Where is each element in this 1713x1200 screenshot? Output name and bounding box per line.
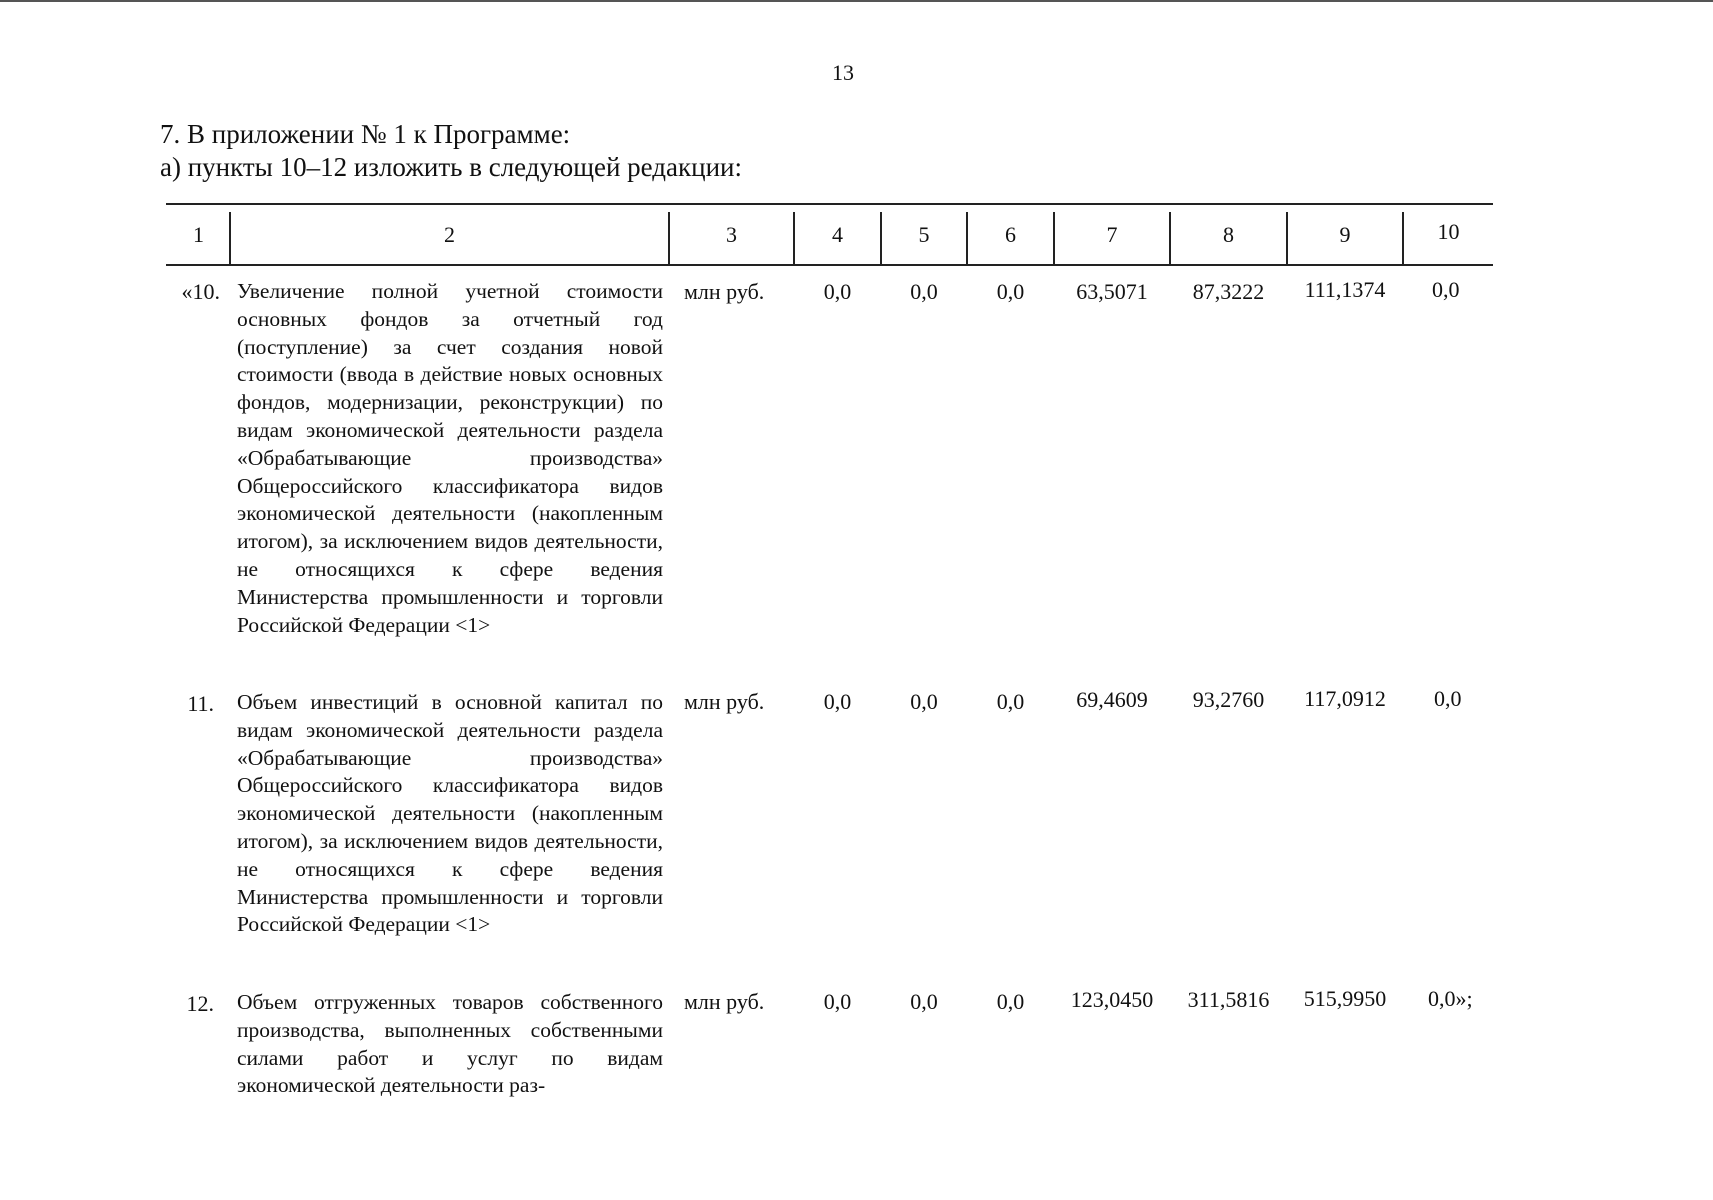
row-value: 63,5071 — [1076, 279, 1148, 304]
header-cell: 5 — [918, 222, 930, 247]
row-value: 117,0912 — [1304, 686, 1386, 711]
intro-block — [160, 118, 742, 184]
row-value: 111,1374 — [1304, 277, 1386, 302]
header-cell: 2 — [444, 222, 455, 247]
row-value: 0,0 — [1434, 686, 1462, 711]
row-value: 0,0 — [996, 279, 1025, 304]
row-value: 123,0450 — [1070, 987, 1154, 1012]
row-value: 0,0 — [910, 989, 938, 1014]
row-value: 0,0 — [823, 989, 852, 1014]
row-value: 93,2760 — [1192, 687, 1265, 712]
row-value: 515,9950 — [1303, 986, 1387, 1011]
row-value: 0,0»; — [1428, 986, 1473, 1011]
row-number: 11. — [187, 691, 214, 716]
page-top-edge — [0, 0, 1713, 2]
header-cell: 1 — [193, 222, 204, 247]
header-top-rule — [166, 203, 1493, 205]
row-value: 69,4609 — [1076, 687, 1148, 712]
row-description: Объем отгруженных товаров собственного производства, выполненных собственными силами работ и услуг по видам экономической деятельности раз- — [237, 990, 663, 1098]
header-cell: 10 — [1437, 219, 1460, 244]
row-value: 0,0 — [823, 689, 852, 714]
row-number: «10. — [181, 279, 220, 304]
row-unit: млн руб. — [684, 689, 765, 714]
header-cell: 9 — [1339, 222, 1351, 247]
header-cell: 7 — [1106, 222, 1118, 247]
row-value: 0,0 — [1432, 277, 1460, 302]
row-value: 0,0 — [910, 689, 938, 714]
row-value: 0,0 — [910, 279, 938, 304]
row-unit: млн руб. — [684, 279, 765, 304]
intro-line-2: а) пункты 10–12 изложить в следующей редакции: — [160, 152, 742, 182]
row-number: 12. — [186, 991, 214, 1016]
intro-line-1: 7. В приложении № 1 к Программе: — [160, 119, 571, 149]
row-value: 0,0 — [996, 989, 1025, 1014]
header-bottom-rule — [166, 264, 1493, 266]
header-cell: 3 — [726, 222, 737, 247]
row-description: Увеличение полной учетной стоимости основных фондов за отчетный год (поступление) за счет создания новой стоимости (ввода в действие новых основных фондов, модернизации, реконструкции) по видам экономической деятельности раздела «Обрабатывающие производства» Общероссийского классификатора видов экономической деятельности (накопленным итогом), за исключением видов деятельности, не относящихся к сфере ведения Министерства промышленности и торговли Российской Федерации <1> — [237, 279, 663, 637]
row-value: 0,0 — [996, 689, 1025, 714]
header-cell: 4 — [832, 222, 843, 247]
row-unit: млн руб. — [684, 989, 765, 1014]
row-value: 311,5816 — [1187, 987, 1270, 1012]
page-number: 13 — [832, 60, 854, 85]
header-cell: 6 — [1005, 222, 1016, 247]
row-value: 87,3222 — [1192, 279, 1265, 304]
row-description: Объем инвестиций в основной капитал по видам экономической деятельности раздела «Обрабатывающие производства» Общероссийского классификатора видов экономической деятельности (накопленным итогом), за исключением видов деятельности, не относящихся к сфере ведения Министерства промышленности и торговли Российской Федерации <1> — [237, 690, 663, 937]
row-value: 0,0 — [823, 279, 852, 304]
header-cell: 8 — [1223, 222, 1234, 247]
